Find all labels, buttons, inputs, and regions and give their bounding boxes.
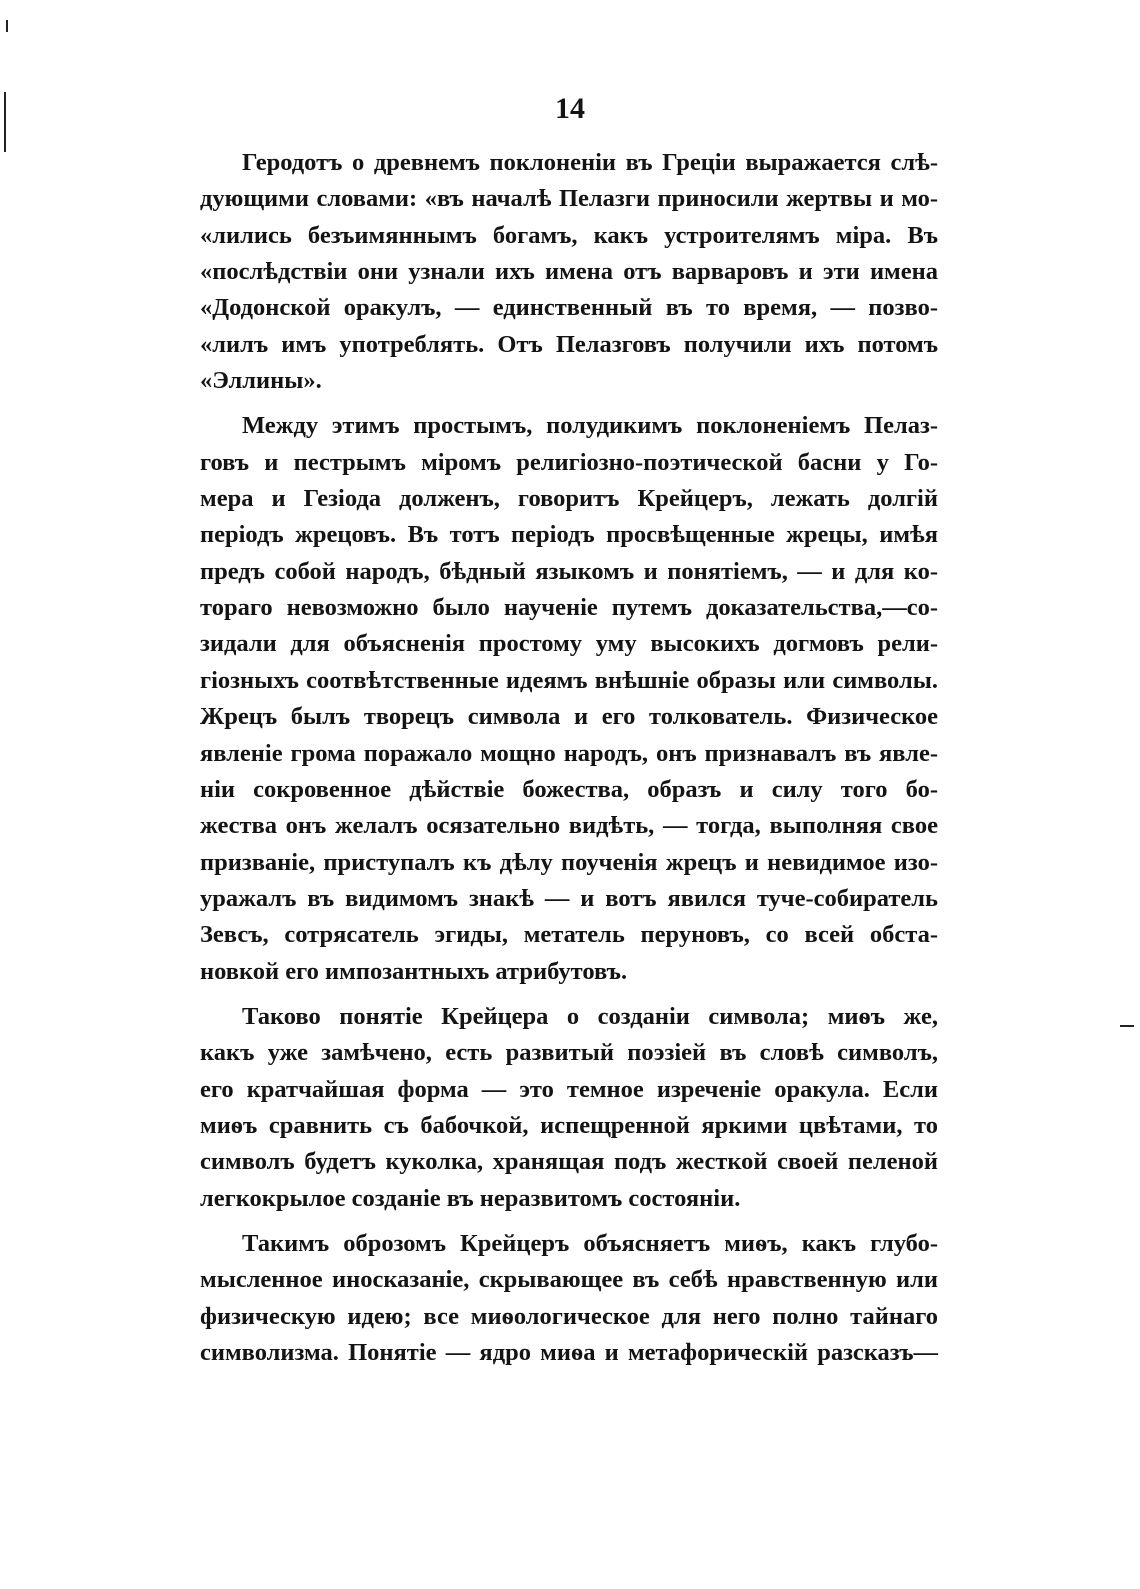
text-line: его кратчайшая форма — это темное изреченіе оракула. Если [200,1075,938,1103]
text-line: предъ собой народъ, бѣдный языкомъ и понятіемъ, — и для ко- [200,557,938,585]
paragraph-4 [200,1226,938,1371]
text-line: новкой его импозантныхъ атрибутовъ. [200,957,628,985]
text-line: призваніе, приступалъ къ дѣлу поученія жрецъ и невидимое изо- [200,848,938,876]
text-line: символъ будетъ куколка, хранящая подъ жесткой своей пеленой [200,1148,938,1176]
text-line: зидали для объясненія простому уму высокихъ догмовъ рели- [200,630,938,658]
text-line: миѳъ сравнить съ бабочкой, испещренной яркими цвѣтами, то [200,1111,938,1139]
text-line: какъ уже замѣчено, есть развитый поэзіей въ словѣ символъ, [200,1039,938,1067]
text-line: «Додонской оракулъ, — единственный въ то время, — позво- [200,294,938,322]
text-line: «лились безъимяннымъ богамъ, какъ устроителямъ міра. Въ [200,221,938,249]
text-line: Таково понятіе Крейцера о созданіи символа; миѳъ же, [242,1002,938,1030]
paragraph-1 [200,145,938,399]
text-line: тораго невозможно было наученіе путемъ доказательства,—со- [200,594,938,622]
text-body [200,145,938,1380]
text-line: Такимъ оброзомъ Крейцеръ объясняетъ миѳъ, какъ глубо- [242,1229,938,1257]
text-line: «Эллины». [200,367,322,395]
text-line: мысленное иносказаніе, скрывающее въ себѣ нравственную или [200,1266,938,1294]
paragraph-3 [200,999,938,1217]
text-line: Геродотъ о древнемъ поклоненіи въ Греціи выражается слѣ- [242,149,938,176]
text-line: періодъ жрецовъ. Въ тотъ періодъ просвѣщенные жрецы, имѣя [200,521,938,549]
text-line: Между этимъ простымъ, полудикимъ поклоненіемъ Пелаз- [242,412,938,440]
page-number: 14 [555,92,585,125]
text-line: жества онъ желалъ осязательно видѣть, — тогда, выполняя свое [200,812,938,840]
text-line: символизма. Понятіе — ядро миѳа и метафорическій разсказъ— [200,1339,938,1366]
text-line: мера и Гезіода долженъ, говоритъ Крейцеръ, лежать долгій [200,485,938,513]
text-line: Жрецъ былъ творецъ символа и его толкователь. Физическое [200,703,938,731]
text-line: ніи сокровенное дѣйствіе божества, образъ и силу того бо- [200,775,938,803]
scan-edge-mark-right [1120,1025,1134,1027]
text-line: гіозныхъ соотвѣтственные идеямъ внѣшніе образы или символы. [200,666,938,694]
text-line: явленіе грома поражало мощно народъ, онъ признавалъ въ явле- [200,739,938,767]
scan-edge-mark-top-left [6,20,8,32]
text-line: «послѣдствіи они узнали ихъ имена отъ варваровъ и эти имена [200,258,938,286]
text-line: уражалъ въ видимомъ знакѣ — и вотъ явился туче-собиратель [200,884,938,912]
text-line: физическую идею; все миѳологическое для него полно тайнаго [200,1302,938,1330]
text-line: «лилъ имъ употреблять. Отъ Пелазговъ получили ихъ потомъ [200,330,938,358]
paragraph-2 [200,408,938,990]
text-line: Зевсъ, сотрясатель эгиды, метатель перуновъ, со всей обста- [200,921,938,949]
text-line: дующими словами: «въ началѣ Пелазги приносили жертвы и мо- [200,185,938,213]
text-line: легкокрылое созданіе въ неразвитомъ состояніи. [200,1184,741,1212]
text-line: говъ и пестрымъ міромъ религіозно-поэтической басни у Го- [200,448,938,476]
